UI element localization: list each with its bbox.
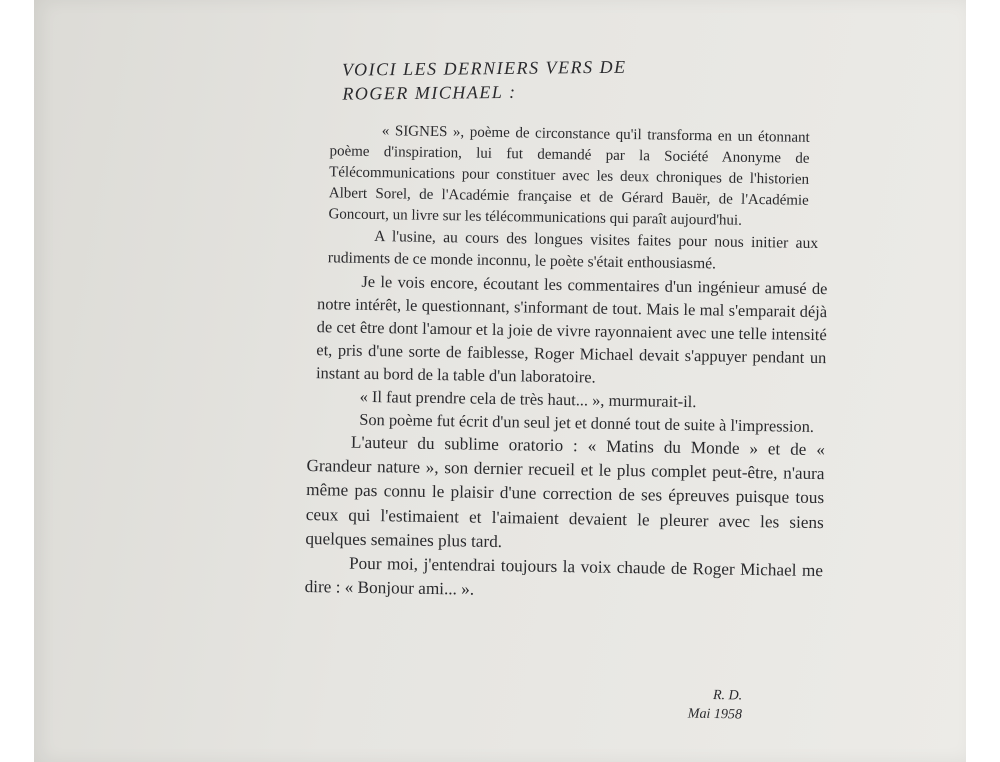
signature-initials: R. D. xyxy=(712,687,743,704)
paragraph-7: Pour moi, j'entendrai toujours la voix chaude de Roger Michael me dire : « Bonjour ami... ». xyxy=(304,553,824,599)
paragraph-1: « SIGNES », poème de circonstance qu'il transforma en un étonnant poème d'inspiration, lui fut demandé par la Société Anonyme de Télécommunications pour constituer avec les deux chroniques de l'historien Albert Sorel, de l'Académie française et de Gérard Bauër, de l'Académie Goncourt, un livre sur les télécommunications qui paraît aujourd'hui. xyxy=(328,123,810,229)
heading-line-2: ROGER MICHAEL : xyxy=(342,81,517,104)
body-text xyxy=(302,120,829,608)
page-heading xyxy=(310,53,830,106)
signature xyxy=(688,686,743,725)
paragraph-4: « Il faut prendre cela de très haut... », murmurait-il. xyxy=(359,386,697,412)
page-content xyxy=(304,56,830,599)
heading-line-1: VOICI LES DERNIERS VERS DE xyxy=(342,56,627,80)
paragraph-6: L'auteur du sublime oratorio : « Matins du Monde » et de « Grandeur nature », son dernier recueil et le plus complet peut-être, n'aura même pas connu le plaisir d'une correction de ses épreuves puisque tous ceux qui l'estimaient et l'aimaient devaient le pleurer avec les siens quelques semaines plus tard. xyxy=(305,432,826,551)
paragraph-2: A l'usine, au cours des longues visites faites pour nous initier aux rudiments de ce monde inconnu, le poète s'était enthousiasmé. xyxy=(327,228,819,273)
paragraph-3: Je le vois encore, écoutant les commentaires d'un ingénieur amusé de notre intérêt, le questionnant, s'informant de tout. Mais le mal s'emparait déjà de cet être dont l'amour et la joie de vivre rayonnaient avec une telle intensité et, pris d'une sorte de faiblesse, Roger Michael devait s'appuyer pendant un instant au bord de la table d'un laboratoire. xyxy=(315,271,828,387)
paragraph-5: Son poème fut écrit d'un seul jet et donné tout de suite à l'impression. xyxy=(359,409,815,436)
signature-date: Mai 1958 xyxy=(687,706,743,723)
